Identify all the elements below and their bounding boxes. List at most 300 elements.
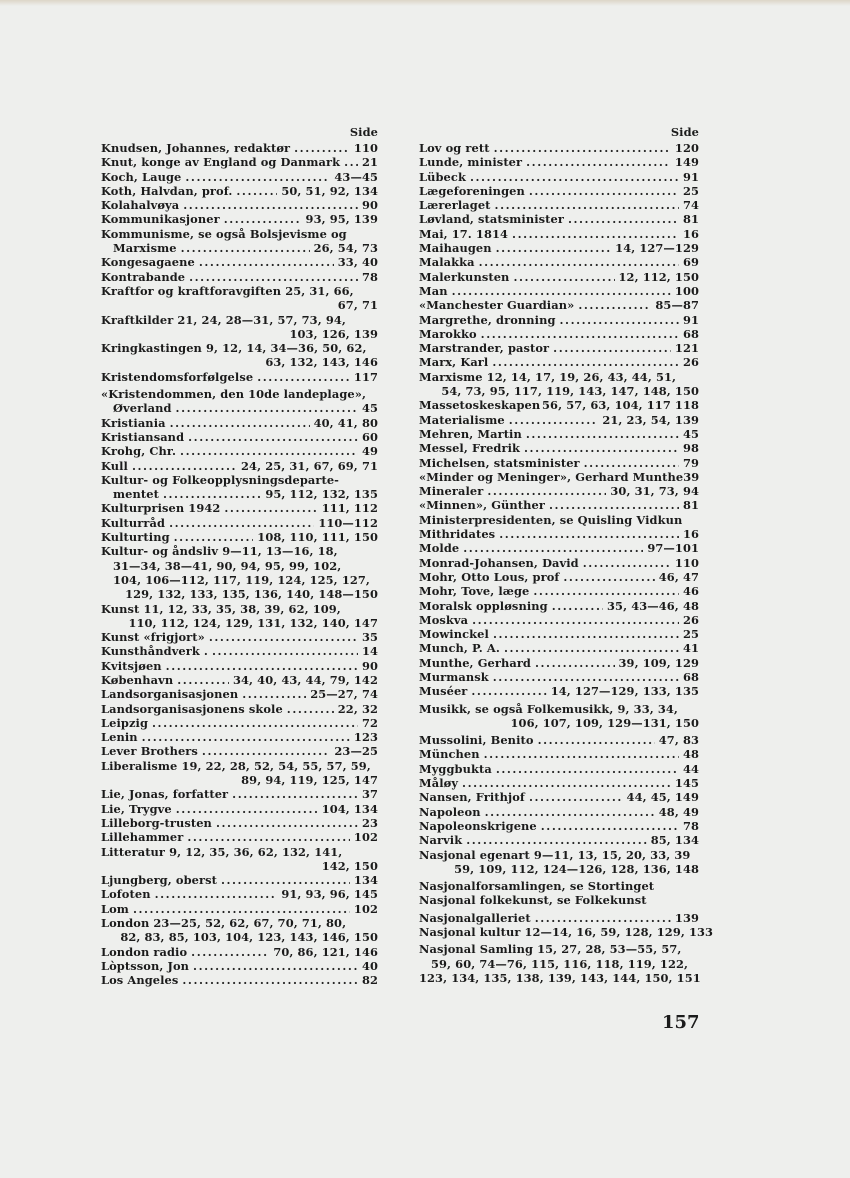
dot-leader	[188, 430, 358, 444]
entry-term: Leipzig	[101, 715, 149, 730]
entry-line	[419, 484, 699, 498]
entry-pages: 34, 40, 43, 44, 79, 142	[233, 672, 378, 687]
index-entry	[419, 313, 699, 327]
index-entry	[101, 270, 378, 284]
index-entry	[101, 887, 378, 901]
dot-leader	[549, 498, 679, 512]
dot-leader	[535, 911, 671, 925]
entry-pages: 68	[682, 326, 699, 341]
entry-line	[101, 973, 378, 987]
entry-pages-continued: 142, 150	[321, 858, 378, 873]
index-entry	[419, 198, 699, 212]
index-entry	[101, 873, 378, 887]
entry-term-continued: mentet	[113, 487, 159, 502]
entry-term: Kontrabande	[101, 269, 186, 284]
entry-pages: 46, 47	[658, 569, 699, 584]
entry-pages: 70, 86, 121, 146	[273, 944, 378, 959]
entry-term: Molde	[419, 541, 460, 556]
entry-line	[419, 599, 699, 613]
index-entry	[101, 212, 378, 226]
entry-line	[101, 644, 378, 658]
entry-pages: 12, 112, 150	[618, 269, 699, 284]
index-entry	[101, 644, 378, 658]
index-entry	[101, 673, 378, 687]
dot-leader	[541, 819, 679, 833]
entry-line	[419, 641, 699, 655]
index-entry	[419, 327, 699, 341]
index-entry	[419, 670, 699, 684]
entry-pages: 110	[353, 141, 378, 155]
entry-line	[419, 212, 699, 226]
dot-leader	[209, 630, 358, 644]
entry-term: Marxisme 12, 14, 17, 19, 26, 43, 44, 51,	[419, 369, 677, 384]
dot-leader	[133, 902, 350, 916]
index-entry	[419, 599, 699, 613]
entry-pages: 14	[361, 644, 378, 659]
dot-leader	[174, 530, 254, 544]
dot-leader	[470, 170, 679, 184]
entry-term: Kultur- og åndsliv 9—11, 13—16, 18,	[101, 544, 338, 559]
entry-pages: 91, 93, 96, 145	[281, 887, 378, 902]
index-entry	[101, 198, 378, 212]
entry-line	[419, 541, 699, 555]
entry-pages: 37	[361, 787, 378, 802]
dot-leader	[529, 790, 623, 804]
entry-term: «Kristendommen, den 10de landeplage»,	[101, 387, 367, 402]
entry-term: Nasjonal egenart 9—11, 13, 15, 20, 33, 39	[419, 847, 691, 862]
entry-line	[101, 744, 378, 758]
dot-leader	[344, 155, 358, 169]
entry-line	[101, 370, 378, 384]
entry-term: Nasjonal kultur 12—14, 16, 59, 128, 129, 133	[419, 925, 714, 940]
dot-leader	[492, 355, 679, 369]
dot-leader	[496, 762, 679, 776]
index-entry	[101, 170, 378, 184]
entry-pages: 26	[682, 612, 699, 627]
entry-line	[419, 141, 699, 155]
dot-leader	[495, 198, 679, 212]
index-entry	[101, 184, 378, 198]
index-entry	[419, 733, 699, 747]
entry-line	[101, 730, 378, 744]
entry-term: Mowinckel	[419, 627, 489, 642]
entry-pages: 104, 134	[321, 801, 378, 816]
entry-pages: 95, 112, 132, 135	[265, 487, 378, 502]
index-entry	[419, 170, 699, 184]
entry-line	[101, 787, 378, 801]
entry-term: London radio	[101, 944, 188, 959]
entry-pages: 85, 134	[650, 833, 699, 848]
entry-term: Lunde, minister	[419, 155, 523, 170]
dot-leader	[180, 444, 358, 458]
dot-leader	[236, 184, 277, 198]
entry-term: Mohr, Tove, læge	[419, 584, 530, 599]
entry-line	[419, 170, 699, 184]
entry-term: Lie, Jonas, forfatter	[101, 787, 229, 802]
entry-pages: 14, 127—129, 133, 135	[550, 684, 699, 699]
entry-line	[419, 198, 699, 212]
entry-term: Nasjonalforsamlingen, se Stortinget	[419, 879, 655, 894]
entry-pages: 102	[353, 830, 378, 845]
entry-line	[101, 659, 378, 673]
entry-pages: 90	[361, 198, 378, 213]
entry-line	[419, 527, 699, 541]
dot-leader	[177, 673, 229, 687]
index-entry	[101, 255, 378, 269]
index-entry	[419, 155, 699, 169]
index-entry	[419, 370, 699, 399]
entry-line	[419, 313, 699, 327]
entry-pages: 111, 112	[321, 501, 378, 516]
dot-leader	[494, 141, 671, 155]
entry-term: Kongesagaene	[101, 255, 195, 270]
entry-line	[101, 212, 378, 226]
entry-term: Mithridates	[419, 527, 496, 542]
entry-line	[419, 241, 699, 255]
index-entry	[101, 501, 378, 515]
dot-leader	[193, 959, 358, 973]
index-entry	[419, 570, 699, 584]
entry-line	[101, 473, 378, 487]
entry-term: Liberalisme 19, 22, 28, 52, 54, 55, 57, 59,	[101, 758, 371, 773]
entry-pages: 120	[674, 141, 699, 155]
dot-leader	[170, 416, 310, 430]
entry-term: Kulturråd	[101, 515, 166, 530]
index-entry	[101, 141, 378, 155]
entry-line	[101, 341, 378, 355]
entry-pages: 26	[682, 355, 699, 370]
dot-leader	[452, 284, 671, 298]
entry-pages: 25	[682, 627, 699, 642]
entry-term: Kringkastingen 9, 12, 14, 34—36, 50, 62,	[101, 341, 367, 356]
index-entry	[419, 255, 699, 269]
index-entry	[419, 684, 699, 698]
entry-term: München	[419, 747, 480, 762]
entry-pages-continued: 54, 73, 95, 117, 119, 143, 147, 148, 150	[441, 384, 699, 399]
entry-line	[101, 845, 378, 859]
entry-term: Nasjonal Samling 15, 27, 28, 53—55, 57,	[419, 942, 682, 957]
index-entry	[419, 298, 699, 312]
entry-line	[419, 441, 699, 455]
entry-term: Materialisme	[419, 412, 505, 427]
entry-pages: 22, 32	[337, 701, 378, 716]
dot-leader	[463, 541, 643, 555]
entry-line	[419, 370, 699, 384]
index-entry	[419, 893, 699, 907]
entry-line	[419, 733, 699, 747]
entry-term: Marstrander, pastor	[419, 341, 550, 356]
entry-term: Koch, Lauge	[101, 169, 182, 184]
entry-pages: 85—87	[655, 298, 699, 313]
entry-pages: 41	[682, 641, 699, 656]
page-top-edge	[0, 0, 850, 6]
entry-pages: 45	[682, 426, 699, 441]
entry-line	[419, 656, 699, 670]
dot-leader	[181, 241, 310, 255]
entry-term: Kull	[101, 458, 128, 473]
dot-leader	[563, 570, 654, 584]
dot-leader	[499, 527, 679, 541]
index-entry	[101, 430, 378, 444]
index-entry	[419, 212, 699, 226]
dot-leader	[185, 170, 330, 184]
index-entry	[101, 313, 378, 342]
entry-pages: 79	[682, 455, 699, 470]
index-entry	[419, 541, 699, 555]
entry-pages: 45	[361, 401, 378, 416]
entry-term: Kunst «frigjort»	[101, 630, 205, 645]
entry-line	[101, 602, 378, 616]
index-entry	[101, 530, 378, 544]
entry-term: Munthe, Gerhard	[419, 655, 531, 670]
entry-line	[101, 241, 378, 255]
dot-leader	[257, 370, 350, 384]
entry-term: Michelsen, statsminister	[419, 455, 580, 470]
entry-term: Kristendomsforfølgelse	[101, 369, 254, 384]
dot-leader	[538, 733, 655, 747]
index-entry	[419, 656, 699, 670]
dot-leader	[512, 227, 679, 241]
entry-term: Litteratur 9, 12, 35, 36, 62, 132, 141,	[101, 844, 343, 859]
entry-line	[419, 398, 699, 412]
entry-term: Løvland, statsminister	[419, 212, 564, 227]
entry-pages: 82	[361, 973, 378, 988]
entry-line	[419, 613, 699, 627]
dot-leader	[189, 270, 358, 284]
entry-term: Marokko	[419, 326, 477, 341]
index-entry	[419, 184, 699, 198]
dot-leader	[526, 427, 679, 441]
entry-pages-continued: 59, 60, 74—76, 115, 116, 118, 119, 122,	[431, 956, 689, 971]
dot-leader	[216, 816, 358, 830]
entry-pages: 110—112	[318, 515, 378, 530]
entry-term: Lov og rett	[419, 141, 490, 155]
entry-pages: 25—27, 74	[310, 687, 378, 702]
index-entry	[101, 730, 378, 744]
entry-pages: 100	[674, 283, 699, 298]
entry-pages: 40	[361, 958, 378, 973]
entry-term: Ministerpresidenten, se Quisling Vidkun	[419, 512, 683, 527]
index-entry	[101, 816, 378, 830]
index-entry	[419, 513, 699, 527]
entry-line	[419, 702, 699, 716]
entry-line	[419, 284, 699, 298]
index-entry	[419, 819, 699, 833]
index-entry	[101, 630, 378, 644]
entry-pages-continued: 104, 106—112, 117, 119, 124, 125, 127,	[113, 572, 370, 587]
index-entry	[101, 945, 378, 959]
entry-pages: 44, 45, 149	[626, 790, 699, 805]
entry-pages: 134	[353, 873, 378, 888]
entry-line	[101, 501, 378, 515]
entry-term: Los Angeles	[101, 973, 179, 988]
index-entry	[101, 370, 378, 384]
dot-leader	[496, 241, 612, 255]
index-entry	[101, 544, 378, 601]
dot-leader	[578, 298, 651, 312]
entry-term: Nasjonalgalleriet	[419, 910, 531, 925]
entry-pages: 48, 49	[658, 804, 699, 819]
entry-term: Nansen, Frithjof	[419, 790, 525, 805]
index-entry	[101, 787, 378, 801]
index-entry	[419, 484, 699, 498]
entry-pages: 149	[674, 155, 699, 170]
entry-term: Lom	[101, 901, 129, 916]
index-entry	[419, 241, 699, 255]
entry-pages-continued: 89, 94, 119, 125, 147	[241, 773, 378, 788]
entry-line	[101, 816, 378, 830]
entry-pages-continued: 123, 134, 135, 138, 139, 143, 144, 150, 151	[419, 970, 701, 985]
dot-leader	[232, 787, 358, 801]
index-entry	[419, 848, 699, 877]
entry-term: London 23—25, 52, 62, 67, 70, 71, 80,	[101, 916, 347, 931]
entry-line	[101, 802, 378, 816]
entry-line	[101, 530, 378, 544]
entry-pages: 16	[682, 226, 699, 241]
entry-term: Maihaugen	[419, 241, 492, 256]
entry-line	[101, 702, 378, 716]
dot-leader	[132, 459, 237, 473]
dot-leader	[509, 413, 599, 427]
entry-pages: 81	[682, 212, 699, 227]
dot-leader	[169, 516, 314, 530]
entry-term: Mineraler	[419, 484, 484, 499]
entry-pages: 123	[353, 730, 378, 745]
entry-line	[419, 942, 699, 956]
index-entry	[419, 456, 699, 470]
entry-pages: 46	[682, 584, 699, 599]
entry-pages: 102	[353, 901, 378, 916]
dot-leader	[155, 887, 278, 901]
entry-term-continued: Marxisme	[113, 241, 177, 256]
entry-term: Nasjonal folkekunst, se Folkekunst	[419, 893, 647, 908]
entry-line	[101, 255, 378, 269]
dot-leader	[504, 641, 679, 655]
entry-pages: 33, 40	[337, 255, 378, 270]
dot-leader	[472, 613, 679, 627]
entry-pages: 60	[361, 429, 378, 444]
entry-line	[101, 198, 378, 212]
entry-line	[419, 747, 699, 761]
entry-term: Lærerlaget	[419, 198, 491, 213]
entry-pages: 16	[682, 527, 699, 542]
dot-leader	[163, 487, 261, 501]
entry-line	[419, 355, 699, 369]
dot-leader	[513, 270, 614, 284]
index-entry	[419, 355, 699, 369]
dot-leader	[471, 684, 546, 698]
entry-line	[419, 298, 699, 312]
entry-term: Marx, Karl	[419, 355, 489, 370]
index-column-right	[419, 125, 714, 985]
entry-pages: 91	[682, 169, 699, 184]
entry-term: Landsorganisasjonen	[101, 687, 239, 702]
side-header: Side	[349, 125, 378, 139]
entry-term: Lofoten	[101, 887, 151, 902]
index-entry	[101, 444, 378, 458]
index-entry	[101, 702, 378, 716]
entry-term: Napoleonskrigene	[419, 818, 537, 833]
entry-line	[101, 887, 378, 901]
dot-leader	[182, 973, 358, 987]
entry-term: Massetoskeskapen	[419, 398, 541, 413]
entry-pages: 110	[674, 555, 699, 570]
entry-line	[419, 848, 699, 862]
index-entry	[419, 627, 699, 641]
entry-term: Lever Brothers	[101, 744, 198, 759]
index-entry	[419, 641, 699, 655]
dot-leader	[560, 313, 679, 327]
dot-leader	[191, 945, 269, 959]
entry-pages: 93, 95, 139	[305, 212, 378, 227]
entry-line	[419, 790, 699, 804]
index-entry	[419, 284, 699, 298]
dot-leader	[224, 212, 302, 226]
dot-leader	[152, 716, 358, 730]
entry-pages: 39, 109, 129	[618, 655, 699, 670]
entry-term: Lenin	[101, 730, 138, 745]
index-entry	[419, 413, 699, 427]
entry-line	[101, 916, 378, 930]
dot-leader	[202, 744, 330, 758]
entry-pages-continued: 67, 71	[337, 298, 378, 313]
entry-pages: 48	[682, 747, 699, 762]
entry-line	[419, 762, 699, 776]
entry-pages: 40, 41, 80	[313, 415, 378, 430]
index-entry	[419, 341, 699, 355]
entry-term: Koth, Halvdan, prof.	[101, 183, 233, 198]
entry-line	[101, 184, 378, 198]
entry-term: «Manchester Guardian»	[419, 298, 575, 313]
entry-term: Mehren, Martin	[419, 426, 522, 441]
entry-term: Mussolini, Benito	[419, 733, 534, 748]
index-entry	[101, 902, 378, 916]
entry-line	[419, 498, 699, 512]
entry-pages: 24, 25, 31, 67, 69, 71	[241, 458, 378, 473]
index-column-left	[101, 125, 378, 988]
entry-line	[101, 516, 378, 530]
index-entry	[419, 805, 699, 819]
side-header: Side	[670, 125, 699, 139]
entry-line	[101, 544, 378, 558]
entry-line	[419, 893, 699, 907]
entry-line	[419, 270, 699, 284]
entry-term: Landsorganisasjonens skole	[101, 701, 283, 716]
dot-leader	[485, 805, 655, 819]
entry-term: Musikk, se også Folkemusikk, 9, 33, 34,	[419, 701, 678, 716]
index-entry	[101, 387, 378, 416]
entry-pages: 90	[361, 658, 378, 673]
entry-line	[101, 387, 378, 401]
index-entry	[419, 556, 699, 570]
entry-term: Murmansk	[419, 669, 489, 684]
entry-pages-continued: 106, 107, 109, 129—131, 150	[510, 715, 699, 730]
entry-line	[419, 879, 699, 893]
entry-pages: 98	[682, 441, 699, 456]
entry-line	[101, 155, 378, 169]
entry-pages: 72	[361, 715, 378, 730]
index-entry	[101, 227, 378, 256]
index-entry	[419, 911, 699, 925]
entry-line	[101, 959, 378, 973]
entry-pages-continued: 82, 83, 85, 103, 104, 123, 143, 146, 150	[120, 930, 378, 945]
entry-term: Man	[419, 283, 448, 298]
entry-pages: 21, 23, 54, 139	[602, 412, 699, 427]
index-entry	[419, 925, 714, 940]
index-entry	[101, 341, 378, 370]
index-entry	[101, 802, 378, 816]
entry-term: Måløy	[419, 776, 459, 791]
